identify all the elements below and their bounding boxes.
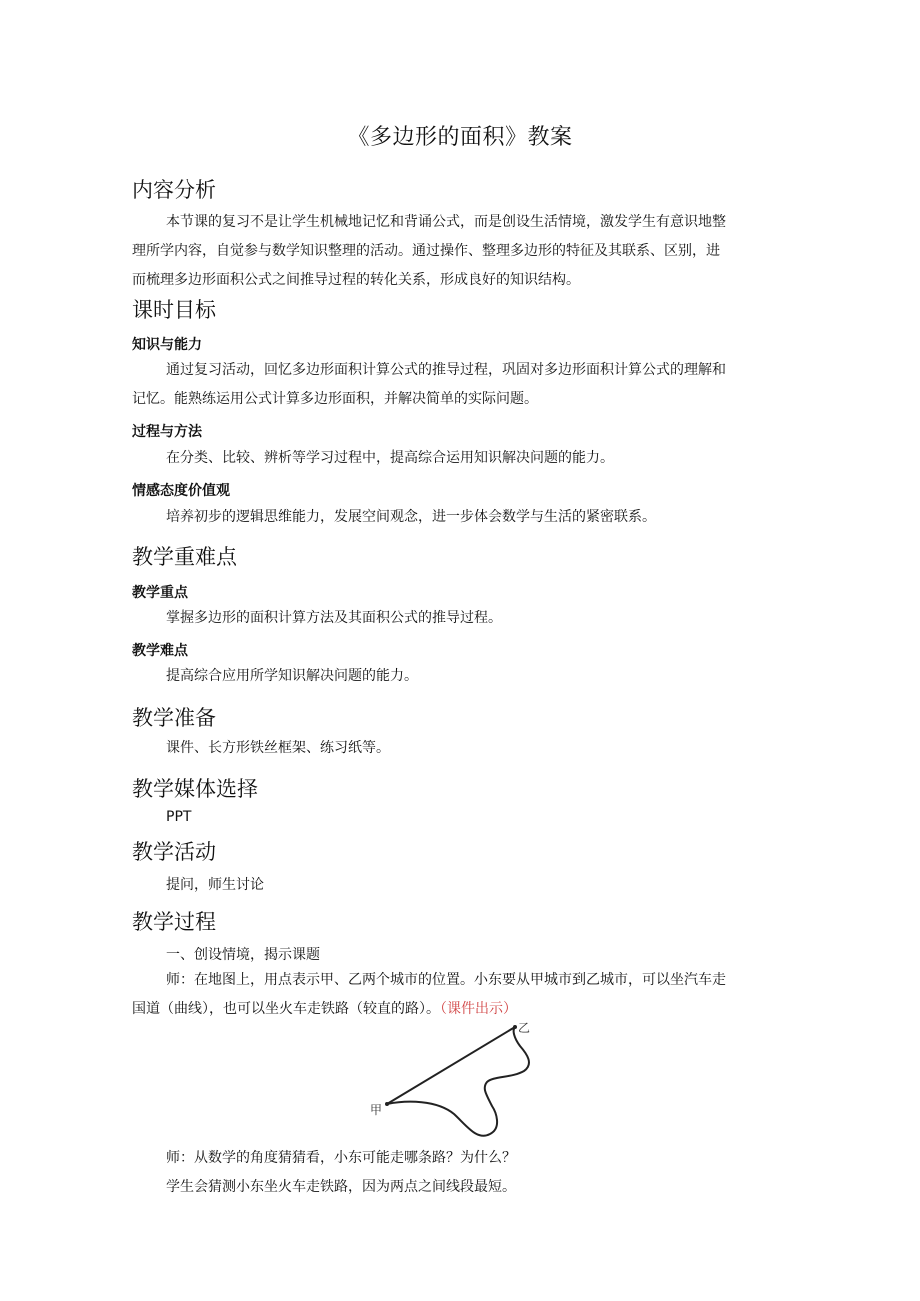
difficulty-text: 提高综合应用所学知识解决问题的能力。 <box>166 668 418 684</box>
subheading-focus: 教学重点 <box>132 585 188 601</box>
heading-preparation: 教学准备 <box>132 706 216 730</box>
heading-content-analysis: 内容分析 <box>132 178 216 202</box>
heading-key-points: 教学重难点 <box>132 545 237 569</box>
route-map-figure <box>362 1016 562 1144</box>
national-road-curve <box>387 1027 529 1136</box>
emotion-text: 培养初步的逻辑思维能力，发展空间观念，进一步体会数学与生活的紧密联系。 <box>166 509 656 525</box>
content-analysis-line-1: 本节课的复习不是让学生机械地记忆和背诵公式，而是创设生活情境，激发学生有意识地整 <box>166 214 726 230</box>
label-a: 甲 <box>370 1103 383 1117</box>
subheading-process: 过程与方法 <box>132 424 202 440</box>
subheading-emotion: 情感态度价值观 <box>132 483 230 499</box>
preparation-text: 课件、长方形铁丝框架、练习纸等。 <box>166 740 390 756</box>
document-title: 《多边形的面积》教案 <box>347 125 573 150</box>
student-answer: 学生会猜测小东坐火车走铁路，因为两点之间线段最短。 <box>166 1179 516 1195</box>
railway-line <box>387 1027 515 1104</box>
step-1-heading: 一、创设情境，揭示课题 <box>166 947 320 963</box>
courseware-note: （课件出示） <box>440 1001 517 1017</box>
knowledge-line-2: 记忆。能熟练运用公式计算多边形面积，并解决简单的实际问题。 <box>132 391 538 407</box>
activity-text: 提问，师生讨论 <box>166 877 264 893</box>
knowledge-line-1: 通过复习活动，回忆多边形面积计算公式的推导过程，巩固对多边形面积计算公式的理解和 <box>166 362 726 378</box>
label-b: 乙 <box>518 1021 531 1035</box>
content-analysis-line-3: 而梳理多边形面积公式之间推导过程的转化关系，形成良好的知识结构。 <box>132 272 580 288</box>
heading-objectives: 课时目标 <box>132 298 216 322</box>
point-b <box>513 1025 517 1029</box>
media-text: PPT <box>166 809 192 825</box>
subheading-difficulty: 教学难点 <box>132 643 188 659</box>
heading-process: 教学过程 <box>132 910 216 934</box>
teacher-line-1: 师：在地图上，用点表示甲、乙两个城市的位置。小东要从甲城市到乙城市，可以坐汽车走 <box>166 972 726 988</box>
content-analysis-line-2: 理所学内容，自觉参与数学知识整理的活动。通过操作、整理多边形的特征及其联系、区别，进 <box>132 243 720 259</box>
process-text: 在分类、比较、辨析等学习过程中，提高综合运用知识解决问题的能力。 <box>166 450 614 466</box>
focus-text: 掌握多边形的面积计算方法及其面积公式的推导过程。 <box>166 610 502 626</box>
teacher-line-2-text: 国道（曲线），也可以坐火车走铁路（较直的路）。 <box>132 1001 440 1017</box>
point-a <box>385 1102 389 1106</box>
subheading-knowledge: 知识与能力 <box>132 337 202 353</box>
heading-media: 教学媒体选择 <box>132 777 258 801</box>
heading-activity: 教学活动 <box>132 840 216 864</box>
teacher-question: 师：从数学的角度猜猜看，小东可能走哪条路？为什么？ <box>166 1150 516 1166</box>
